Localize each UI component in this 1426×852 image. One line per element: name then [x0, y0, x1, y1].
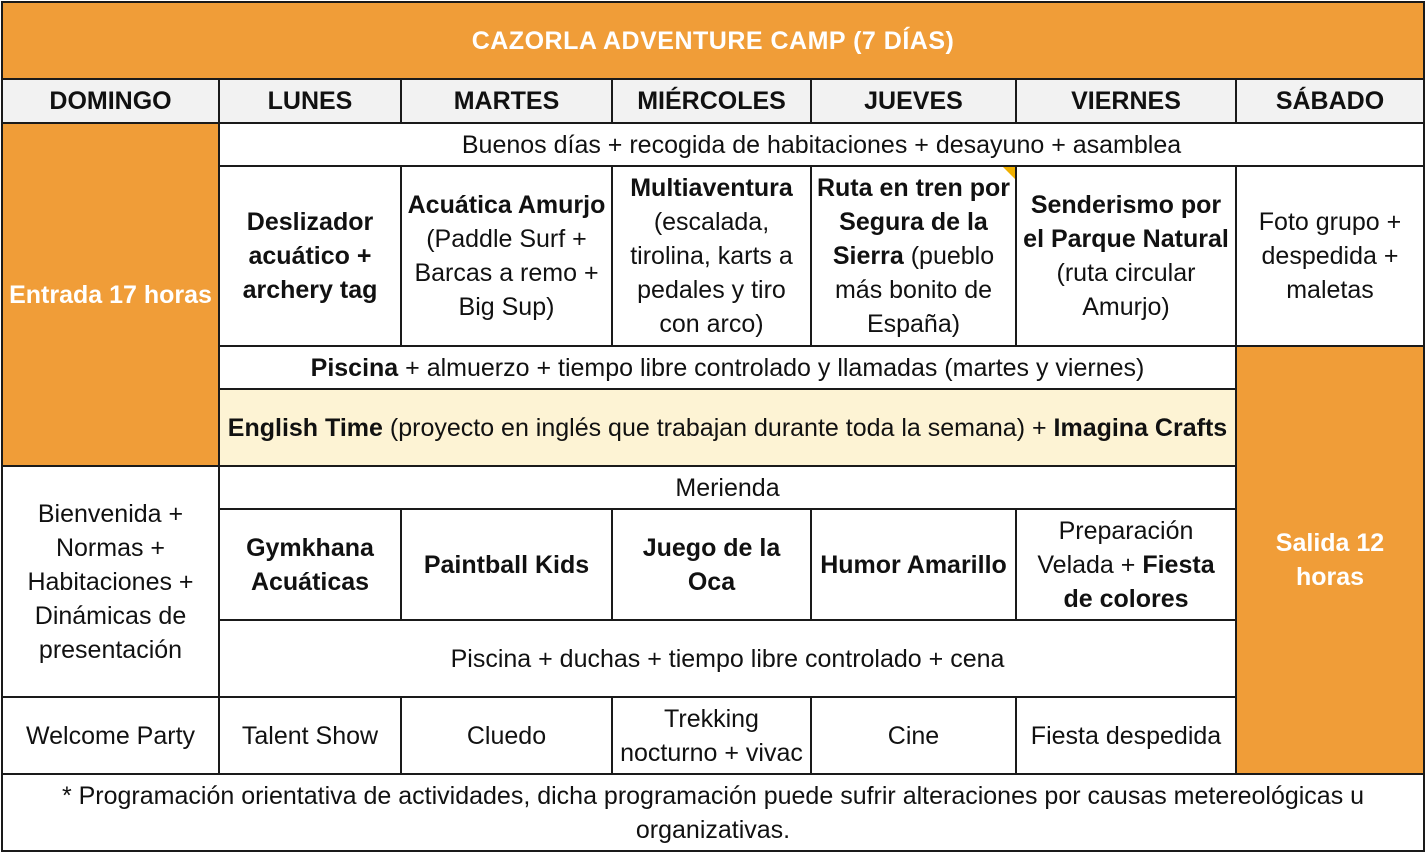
activity-title: archery tag	[242, 276, 378, 304]
activity-title: Segura de la	[839, 208, 988, 236]
tuesday-night-activity: Cluedo	[401, 697, 612, 774]
english-time-cell	[219, 389, 1236, 466]
thursday-morning-activity	[811, 166, 1016, 346]
welcome-line: Dinámicas de	[34, 601, 187, 630]
day-header-martes: MARTES	[401, 79, 612, 123]
activity-title: de colores	[1063, 584, 1189, 613]
activity-title: Sierra	[832, 242, 904, 270]
tuesday-afternoon-activity: Paintball Kids	[401, 509, 612, 620]
dinner-cell: Piscina + duchas + tiempo libre controlado + cena	[219, 620, 1236, 697]
wednesday-night-activity	[612, 697, 811, 774]
sunday-arrival-cell: Entrada 17 horas	[2, 123, 219, 466]
activity-detail: Preparación	[1058, 516, 1194, 545]
lunch-text: + almuerzo + tiempo libre controlado y llamadas (martes y viernes)	[398, 353, 1145, 382]
saturday-line: Foto grupo +	[1258, 208, 1402, 236]
welcome-line: Bienvenida +	[37, 499, 184, 528]
activity-detail: Amurjo)	[1082, 293, 1170, 321]
activity-detail: (ruta circular	[1056, 259, 1196, 287]
thursday-night-activity: Cine	[811, 697, 1016, 774]
activity-detail: Velada +	[1037, 550, 1143, 579]
sunday-welcome-cell	[2, 466, 219, 697]
friday-night-activity: Fiesta despedida	[1016, 697, 1236, 774]
activity-detail: con arco)	[659, 310, 764, 338]
activity-title: Gymkhana	[246, 533, 374, 562]
welcome-line: Habitaciones +	[27, 567, 194, 596]
footnote-line: organizativas.	[635, 815, 791, 844]
day-header-sabado: SÁBADO	[1236, 79, 1424, 123]
monday-morning-activity	[219, 166, 401, 346]
monday-night-activity: Talent Show	[219, 697, 401, 774]
tuesday-morning-activity	[401, 166, 612, 346]
monday-afternoon-activity	[219, 509, 401, 620]
day-header-miercoles: MIÉRCOLES	[612, 79, 811, 123]
activity-title: acuático +	[248, 242, 372, 270]
saturday-morning-cell	[1236, 166, 1424, 346]
footnote-line: * Programación orientativa de actividades, dicha programación puede sufrir alteraciones por causas metereológicas u	[61, 781, 1365, 810]
activity-detail: España)	[866, 310, 961, 338]
activity-detail: nocturno + vivac	[620, 738, 803, 767]
day-header-domingo: DOMINGO	[2, 79, 219, 123]
wednesday-morning-activity	[612, 166, 811, 346]
activity-title: Senderismo por	[1030, 191, 1222, 219]
thursday-afternoon-activity: Humor Amarillo	[811, 509, 1016, 620]
welcome-line: presentación	[38, 635, 183, 664]
camp-schedule-table	[1, 1, 1425, 852]
saturday-line: despedida +	[1261, 242, 1399, 270]
lunch-bold: Piscina	[310, 353, 399, 382]
saturday-departure-cell: Salida 12 horas	[1236, 346, 1424, 774]
saturday-line: maletas	[1286, 276, 1374, 304]
footnote	[2, 774, 1424, 851]
friday-afternoon-activity	[1016, 509, 1236, 620]
activity-detail: tirolina, karts a	[630, 242, 793, 270]
activity-detail: Barcas a remo +	[414, 259, 599, 287]
activity-title: Acuáticas	[250, 567, 370, 596]
activity-title: Acuática Amurjo	[407, 191, 606, 219]
activity-detail: más bonito de	[834, 276, 993, 304]
snack-cell: Merienda	[219, 466, 1236, 509]
day-header-viernes: VIERNES	[1016, 79, 1236, 123]
welcome-line: Normas +	[55, 533, 166, 562]
activity-detail: (Paddle Surf +	[426, 225, 587, 253]
activity-title: Fiesta	[1142, 550, 1215, 579]
day-header-lunes: LUNES	[219, 79, 401, 123]
friday-morning-activity	[1016, 166, 1236, 346]
page-title: CAZORLA ADVENTURE CAMP (7 DÍAS)	[2, 2, 1424, 79]
day-header-jueves: JUEVES	[811, 79, 1016, 123]
imagina-crafts-bold: Imagina Crafts	[1053, 413, 1228, 442]
english-time-text: (proyecto en inglés que trabajan durante toda la semana) +	[382, 413, 1054, 442]
wednesday-afternoon-activity: Juego de la Oca	[612, 509, 811, 620]
activity-detail: Trekking	[664, 704, 759, 733]
activity-title: el Parque Natural	[1023, 225, 1229, 253]
activity-title: Deslizador	[246, 208, 374, 236]
activity-detail: Big Sup)	[458, 293, 555, 321]
lunch-cell	[219, 346, 1236, 389]
activity-title: Multiaventura	[630, 174, 793, 202]
activity-detail: (escalada,	[653, 208, 770, 236]
activity-detail: pedales y tiro	[637, 276, 786, 304]
activity-detail: (pueblo	[903, 242, 995, 270]
activity-title: Ruta en tren por	[816, 174, 1011, 202]
sunday-night-activity: Welcome Party	[2, 697, 219, 774]
morning-routine-cell: Buenos días + recogida de habitaciones + desayuno + asamblea	[219, 123, 1424, 166]
english-time-bold: English Time	[227, 413, 383, 442]
